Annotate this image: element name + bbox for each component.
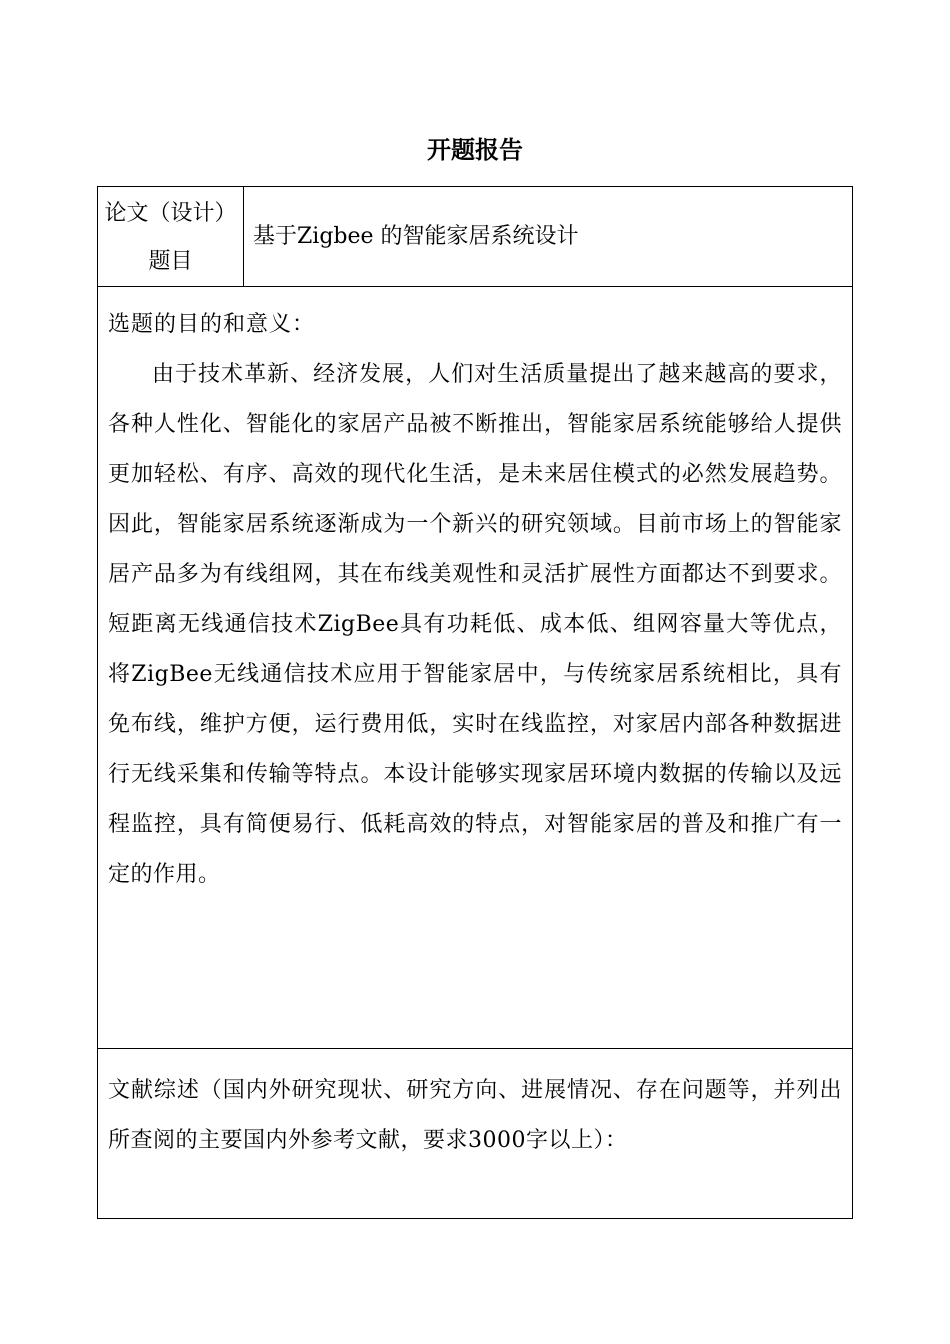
topic-label-cell [98, 187, 244, 287]
literature-heading: 文献综述（国内外研究现状、研究方向、进展情况、存在问题等，并列出所查阅的主要国内外参考文献，要求3000字以上）： [108, 1078, 842, 1153]
topic-label: 论文（设计）题目 [104, 200, 237, 274]
purpose-cell [98, 287, 853, 1049]
topic-value-cell [244, 187, 853, 287]
report-table [97, 186, 853, 1219]
topic-row [98, 187, 853, 287]
topic-value: 基于Zigbee 的智能家居系统设计 [253, 223, 579, 249]
literature-row [98, 1049, 853, 1219]
purpose-body: 由于技术革新、经济发展，人们对生活质量提出了越来越高的要求，各种人性化、智能化的家居产品被不断推出，智能家居系统能够给人提供更加轻松、有序、高效的现代化生活，是未来居住模式的必然发展趋势。因此，智能家居系统逐渐成为一个新兴的研究领域。目前市场上的智能家居产品多为有线组网，其在布线美观性和灵活扩展性方面都达不到要求。短距离无线通信技术ZigBee具有功耗低、成本低、组网容量大等优点，将ZigBee无线通信技术应用于智能家居中，与传统家居系统相比，具有免布线，维护方便，运行费用低，实时在线监控，对家居内部各种数据进行无线采集和传输等特点。本设计能够实现家居环境内数据的传输以及远程监控，具有简便易行、低耗高效的特点，对智能家居的普及和推广有一定的作用。 [108, 362, 842, 887]
document-title: 开题报告 [427, 136, 523, 164]
purpose-row [98, 287, 853, 1049]
literature-cell [98, 1049, 853, 1219]
purpose-heading: 选题的目的和意义： [108, 312, 316, 337]
